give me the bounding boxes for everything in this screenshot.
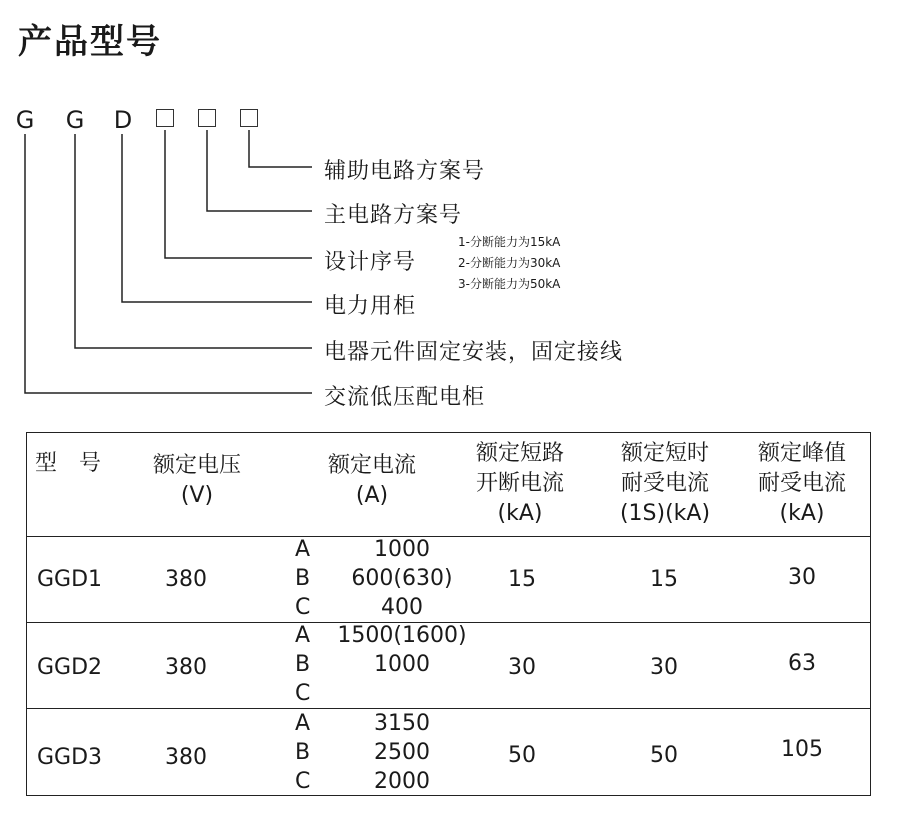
header-peak <box>735 439 869 529</box>
row3-model: GGD3 <box>37 745 103 770</box>
legend-main-circuit: 主电路方案号 <box>324 203 463 228</box>
header-voltage-line2: (V) <box>180 483 214 508</box>
header-short-time <box>595 439 735 529</box>
row3-grade-b: B <box>295 740 311 765</box>
row3-breaking: 50 <box>508 743 536 768</box>
legend-aux-circuit: 辅助电路方案号 <box>324 159 486 184</box>
header-model: 型 号 <box>35 451 102 476</box>
legend-ac-lv-cabinet: 交流低压配电柜 <box>324 385 486 410</box>
header-short-time-line2: 耐受电流 <box>620 471 709 496</box>
header-current <box>307 451 437 511</box>
legend-fixed-install: 电器元件固定安装，固定接线 <box>324 340 624 365</box>
row1-grade-b: B <box>295 566 311 591</box>
row1-grade-a: A <box>295 537 311 562</box>
row2-grade-a: A <box>295 623 311 648</box>
connector-power-cabinet <box>122 134 312 302</box>
connector-ac-lv <box>25 134 312 393</box>
code-letter-g1: G <box>15 106 35 134</box>
header-breaking-line3: (kA) <box>497 501 543 526</box>
row2-grade-c: C <box>295 681 311 706</box>
header-peak-line3: (kA) <box>779 501 825 526</box>
row2-voltage: 380 <box>165 655 207 680</box>
row1-peak: 30 <box>788 565 816 590</box>
code-letter-d: D <box>113 106 133 134</box>
row1-short-time: 15 <box>650 567 678 592</box>
row2-peak: 63 <box>788 651 816 676</box>
header-peak-line2: 耐受电流 <box>757 471 846 496</box>
row1-current-b: 600(630) <box>351 566 453 591</box>
header-peak-line1: 额定峰值 <box>757 441 846 466</box>
header-breaking-line2: 开断电流 <box>475 471 564 496</box>
row2-current-a: 1500(1600) <box>337 623 467 648</box>
header-short-time-line3: (1S)(kA) <box>619 501 711 526</box>
header-current-line2: (A) <box>355 483 389 508</box>
header-breaking <box>455 439 585 529</box>
header-current-line1: 额定电流 <box>327 453 416 478</box>
row3-grade-c: C <box>295 769 311 794</box>
legend-power-cabinet: 电力用柜 <box>324 294 417 319</box>
connector-aux <box>249 130 312 167</box>
connector-design <box>165 130 312 258</box>
row1-breaking: 15 <box>508 567 536 592</box>
header-short-time-line1: 额定短时 <box>620 441 709 466</box>
row1-current-a: 1000 <box>374 537 430 562</box>
note-30ka: 2-分断能力为30kA <box>458 256 561 270</box>
note-15ka: 1-分断能力为15kA <box>458 235 561 249</box>
connector-fixed-install <box>75 134 312 348</box>
connector-main <box>207 130 312 211</box>
row3-current-b: 2500 <box>374 740 430 765</box>
row2-grade-b: B <box>295 652 311 677</box>
row3-peak: 105 <box>781 737 823 762</box>
row3-grade-a: A <box>295 711 311 736</box>
row2-current-b: 1000 <box>374 652 430 677</box>
row3-short-time: 50 <box>650 743 678 768</box>
row3-current-c: 2000 <box>374 769 430 794</box>
legend-design-number: 设计序号 <box>324 250 417 275</box>
row2-short-time: 30 <box>650 655 678 680</box>
row1-grade-c: C <box>295 595 311 620</box>
row3-current-a: 3150 <box>374 711 430 736</box>
header-voltage-line1: 额定电压 <box>152 453 241 478</box>
code-letter-g2: G <box>65 106 85 134</box>
row1-current-c: 400 <box>381 595 423 620</box>
header-voltage <box>137 451 257 511</box>
row1-model: GGD1 <box>37 567 103 592</box>
row3-voltage: 380 <box>165 745 207 770</box>
header-breaking-line1: 额定短路 <box>475 441 564 466</box>
row2-model: GGD2 <box>37 655 103 680</box>
spec-table <box>26 432 871 796</box>
page-title: 产品型号 <box>18 22 162 62</box>
row2-breaking: 30 <box>508 655 536 680</box>
note-50ka: 3-分断能力为50kA <box>458 277 561 291</box>
row-divider-2 <box>27 708 870 709</box>
row1-voltage: 380 <box>165 567 207 592</box>
